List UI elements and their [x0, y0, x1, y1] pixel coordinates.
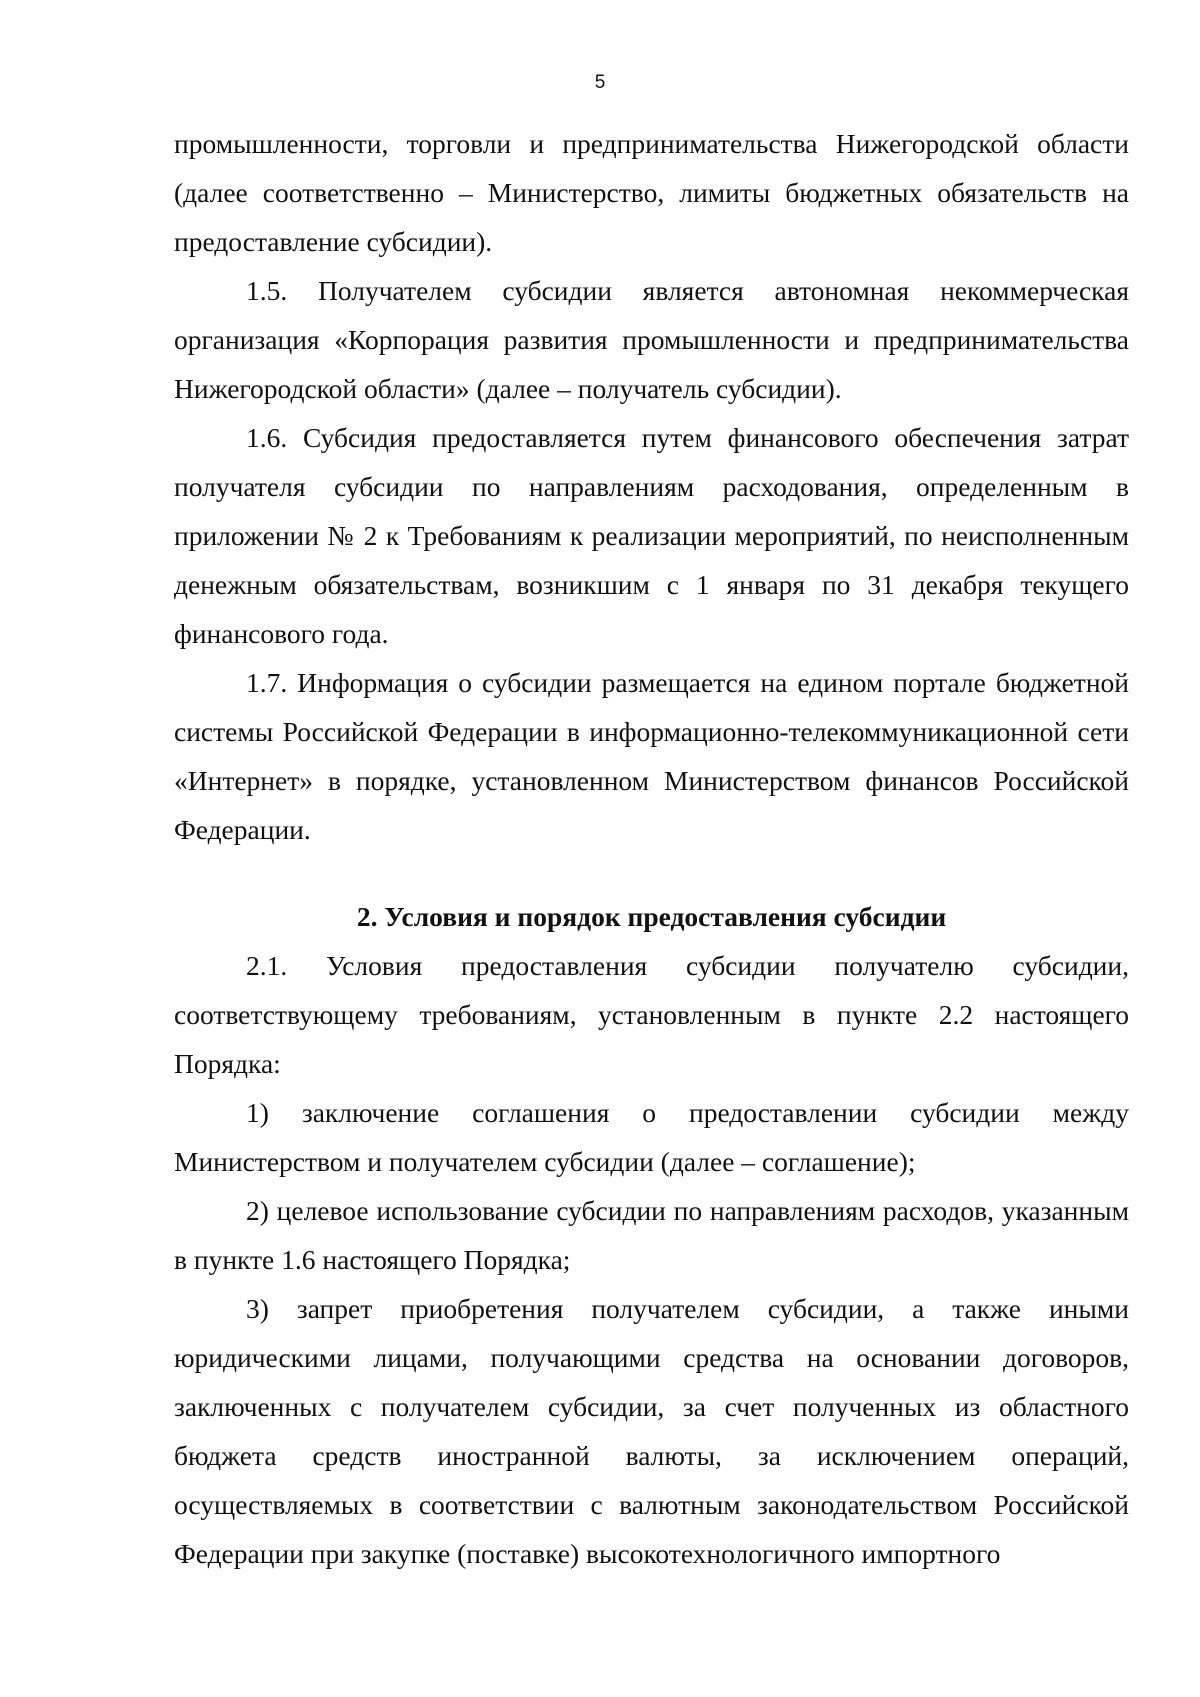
page-number: 5 [594, 72, 606, 93]
list-item-1: 1) заключение соглашения о предоставлении субсидии между Министерством и получателем субсидии (далее – соглашение); [174, 1097, 1129, 1177]
paragraph-1-5: 1.5. Получателем субсидии является автономная некоммерческая организация «Корпорация развития промышленности и предпринимательства Нижегородской области» (далее – получатель субсидии). [174, 275, 1129, 404]
document-body [174, 119, 1129, 1578]
section-heading-2: 2. Условия и порядок предоставления субсидии [356, 901, 947, 932]
paragraph-1-7: 1.7. Информация о субсидии размещается на едином портале бюджетной системы Российской Федерации в информационно-телекоммуникационной сети «Интернет» в порядке, установленном Министерством финансов Российской Федерации. [174, 667, 1129, 845]
paragraph-1-6: 1.6. Субсидия предоставляется путем финансового обеспечения затрат получателя субсидии по направлениям расходования, определенным в приложении № 2 к Требованиям к реализации мероприятий, по неисполненным денежным обязательствам, возникшим с 1 января по 31 декабря текущего финансового года. [174, 422, 1129, 649]
paragraph-continuation: промышленности, торговли и предпринимательства Нижегородской области (далее соответственно – Министерство, лимиты бюджетных обязательств на предоставление субсидии). [174, 128, 1129, 257]
list-item-2: 2) целевое использование субсидии по направлениям расходов, указанным в пункте 1.6 настоящего Порядка; [174, 1195, 1129, 1275]
paragraph-2-1: 2.1. Условия предоставления субсидии получателю субсидии, соответствующему требованиям, установленным в пункте 2.2 настоящего Порядка: [174, 950, 1129, 1079]
list-item-3: 3) запрет приобретения получателем субсидии, а также иными юридическими лицами, получающими средства на основании договоров, заключенных с получателем субсидии, за счет полученных из областного бюджета средств иностранной валюты, за исключением операций, осуществляемых в соответствии с валютным законодательством Российской Федерации при закупке (поставке) высокотехнологичного импортного [174, 1293, 1129, 1569]
